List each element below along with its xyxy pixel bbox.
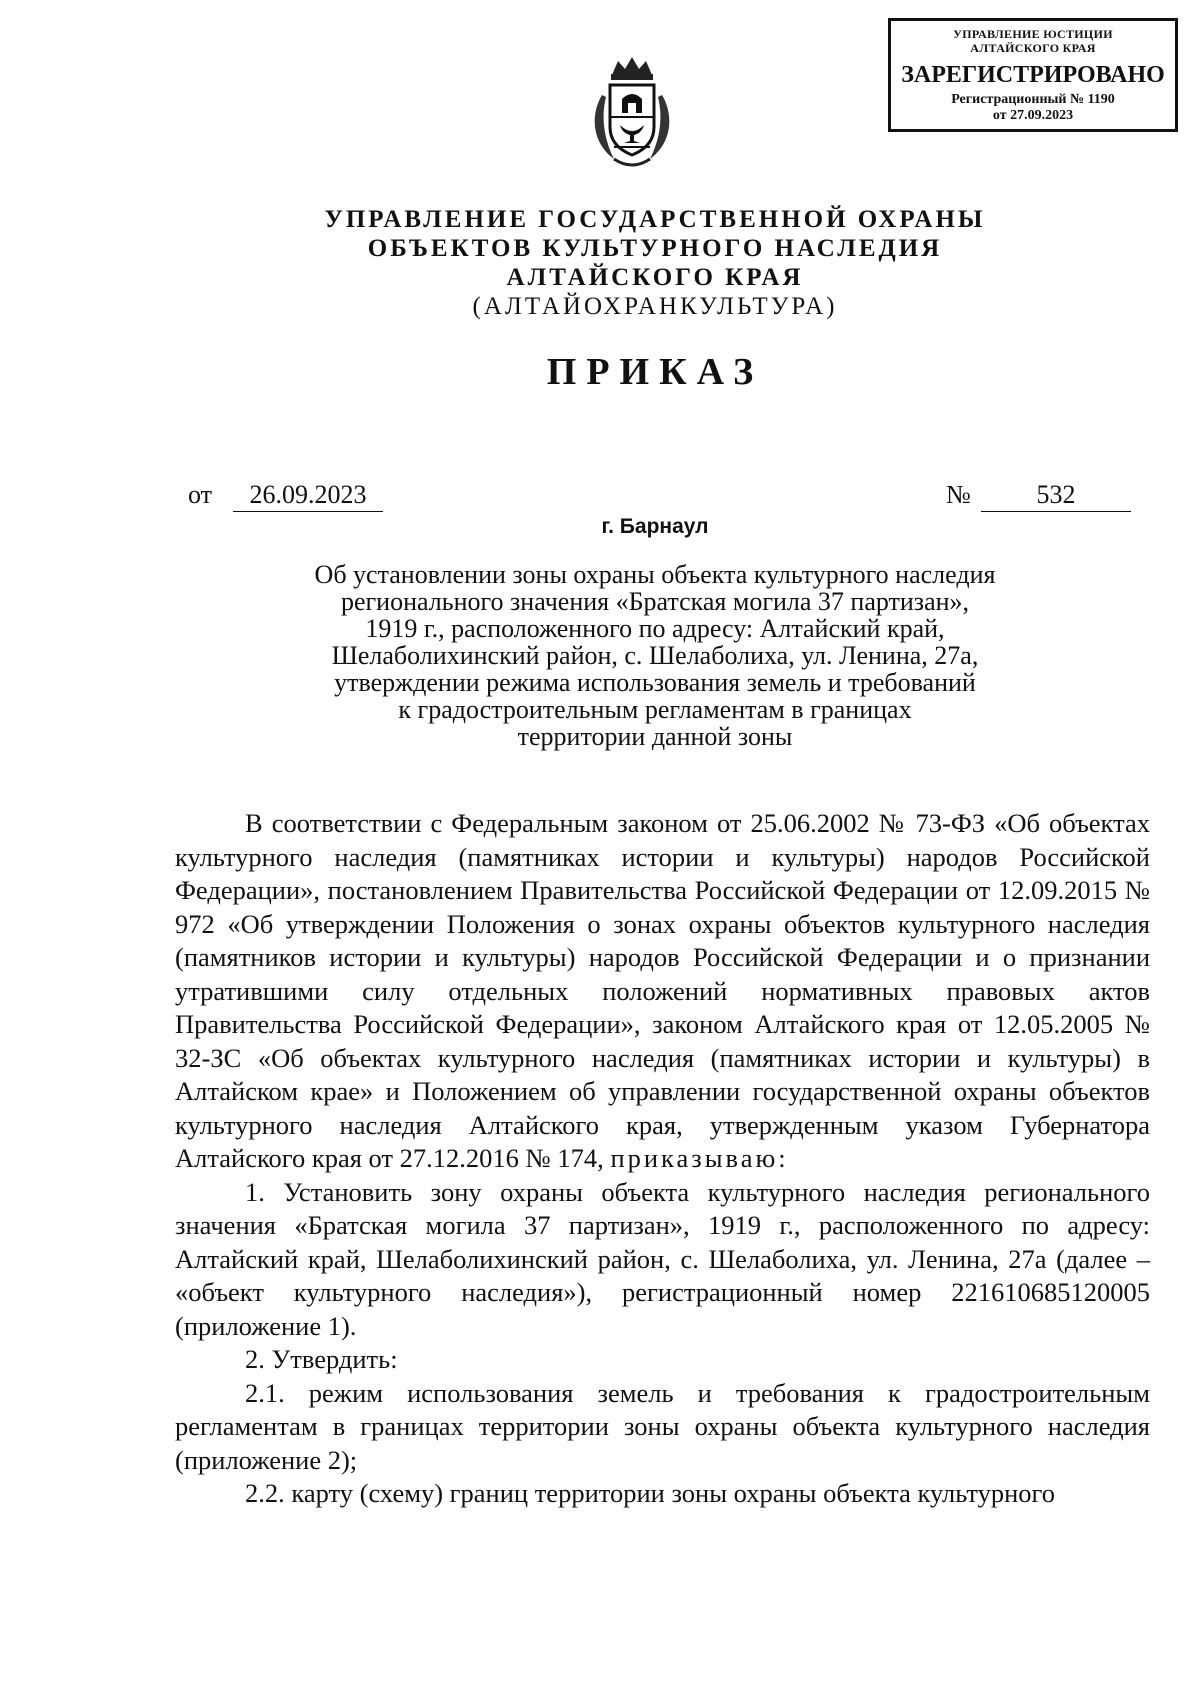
item-1: 1. Установить зону охраны объекта культурного наследия регионального значения «Братская могила 37 партизан», 1919 г., расположенного по адресу: Алтайский край, Шелаболихинский район, с. Шелаболиха, ул. Ленина, 27а (далее – «объект культурного наследия»), регистрационный номер 221610685120005 (приложение 1). [175, 1176, 1150, 1341]
order-body [175, 807, 1150, 1511]
item-2: 2. Утвердить: [245, 1344, 398, 1374]
subject-line: территории данной зоны [517, 722, 793, 751]
stamp-org-line2: АЛТАЙСКОГО КРАЯ [970, 41, 1096, 55]
order-subject [220, 561, 1090, 750]
subject-line: утверждении режима использования земель и требований [334, 668, 976, 697]
registration-stamp [888, 18, 1178, 132]
document-title: ПРИКАЗ [546, 351, 764, 393]
subject-line: к градостроительным регламентам в границах [398, 695, 912, 724]
coat-of-arms-icon [584, 55, 680, 173]
subject-line: регионального значения «Братская могила 37 партизан», [340, 587, 970, 616]
header-line2: ОБЪЕКТОВ КУЛЬТУРНОГО НАСЛЕДИЯ [367, 235, 943, 262]
number-label: № [946, 480, 971, 509]
item-2-2: 2.2. карту (схему) границ территории зоны охраны объекта культурного [245, 1478, 1055, 1508]
subject-line: 1919 г., расположенного по адресу: Алтайский край, [365, 614, 945, 643]
stamp-reg-number: Регистрационный № 1190 [951, 92, 1115, 107]
order-date: 26.09.2023 [233, 480, 383, 512]
subject-line: Шелаболихинский район, с. Шелаболиха, ул. Ленина, 27а, [331, 641, 979, 670]
stamp-registered: ЗАРЕГИСТРИРОВАНО [901, 62, 1165, 88]
header-line1: УПРАВЛЕНИЕ ГОСУДАРСТВЕННОЙ ОХРАНЫ [324, 206, 986, 233]
header-line3: АЛТАЙСКОГО КРАЯ [506, 264, 804, 291]
subject-line: Об установлении зоны охраны объекта культурного наследия [314, 560, 996, 589]
date-from-label: от [188, 480, 213, 509]
stamp-reg-date: от 27.09.2023 [992, 108, 1074, 123]
stamp-org-line1: УПРАВЛЕНИЕ ЮСТИЦИИ [953, 27, 1113, 41]
agency-header [0, 205, 1200, 322]
order-date-number-row [188, 480, 1148, 520]
preamble-paragraph [175, 807, 1150, 1176]
header-abbreviation: (АЛТАЙОХРАНКУЛЬТУРА) [472, 293, 838, 320]
item-2-1: 2.1. режим использования земель и требования к градостроительным регламентам в границах территории зоны охраны объекта культурного наследия (приложение 2); [175, 1377, 1150, 1475]
city-name: г. Барнаул [601, 515, 709, 538]
order-word: приказываю: [610, 1143, 789, 1173]
preamble-text: В соответствии с Федеральным законом от 25.06.2002 № 73-ФЗ «Об объектах культурного наследия (памятниках истории и культуры) народов Российской Федерации», постановлением Правительства Российской Федерации от 12.09.2015 № 972 «Об утверждении Положения о зонах охраны объектов культурного наследия (памятников истории и культуры) народов Российской Федерации и о признании утратившими силу отдельных положений нормативных правовых актов Правительства Российской Федерации», законом Алтайского края от 12.05.2005 № 32-ЗС «Об объектах культурного наследия (памятниках истории и культуры) в Алтайском крае» и Положением об управлении государственной охраны объектов культурного наследия Алтайского края, утвержденным указом Губернатора Алтайского края от 27.12.2016 № 174, [175, 808, 1150, 1173]
order-number: 532 [981, 480, 1131, 512]
